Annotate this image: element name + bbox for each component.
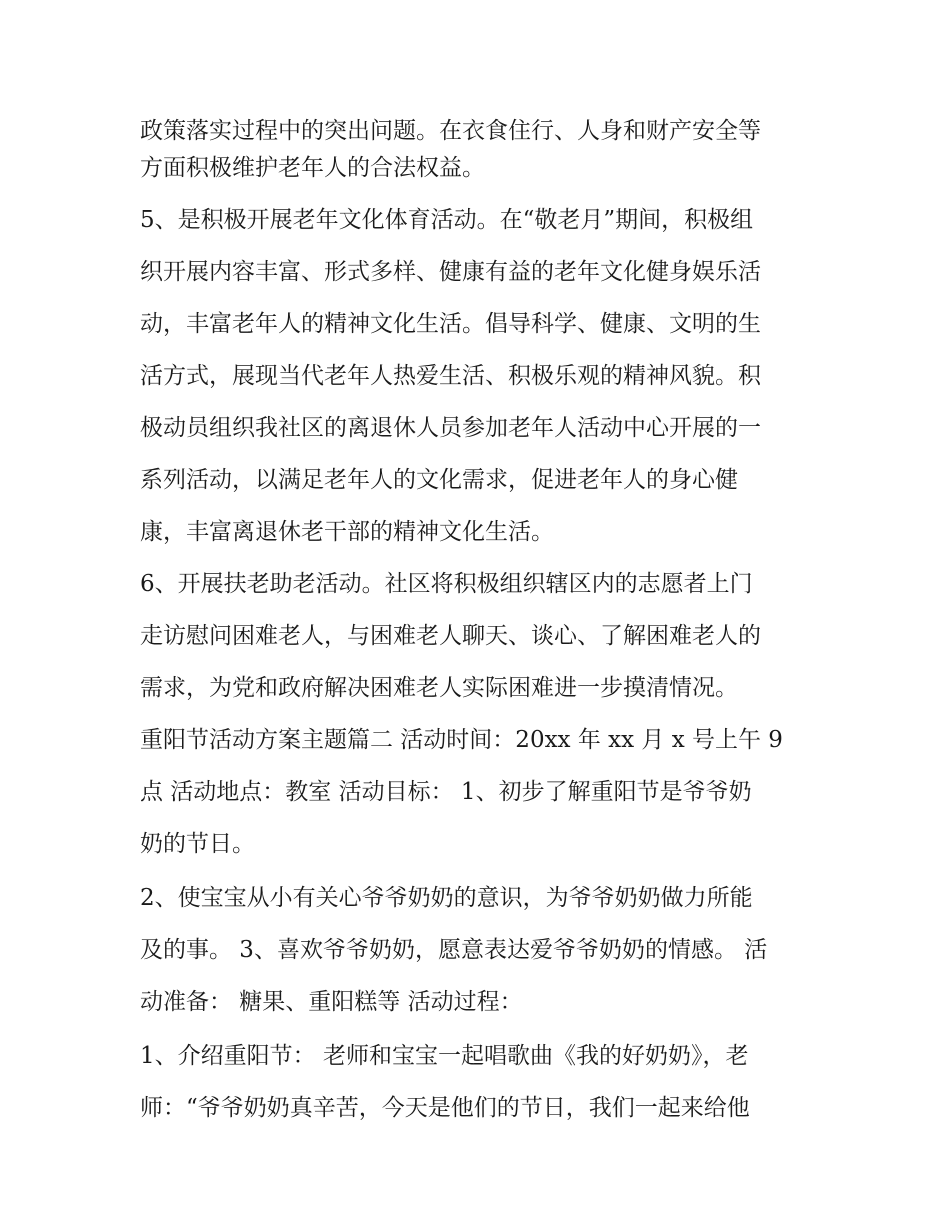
text-line-1: 政策落实过程中的突出问题。在衣食住行、人身和财产安全等 xyxy=(140,118,761,144)
text-line-10: 6、开展扶老助老活动。社区将积极组织辖区内的志愿者上门 xyxy=(140,571,753,597)
text-line-13: 重阳节活动方案主题篇二 活动时间：20xx 年 xx 月 x 号上午 9 xyxy=(140,727,783,753)
text-line-19: 1、介绍重阳节： 老师和宝宝一起唱歌曲《我的好奶奶》，老 xyxy=(140,1043,749,1069)
text-line-8: 系列活动，以满足老年人的文化需求，促进老年人的身心健 xyxy=(140,467,738,493)
text-line-14: 点 活动地点：教室 活动目标： 1、初步了解重阳节是爷爷奶 xyxy=(140,779,752,805)
text-line-3: 5、是积极开展老年文化体育活动。在“敬老月”期间，积极组 xyxy=(140,207,754,233)
text-line-20: 师：“爷爷奶奶真辛苦，今天是他们的节日，我们一起来给他 xyxy=(140,1095,750,1121)
text-line-2: 方面积极维护老年人的合法权益。 xyxy=(140,155,485,181)
text-line-6: 活方式，展现当代老年人热爱生活、积极乐观的精神风貌。积 xyxy=(140,363,761,389)
text-line-11: 走访慰问困难老人，与困难老人聊天、谈心、了解困难老人的 xyxy=(140,623,761,649)
text-line-9: 康，丰富离退休老干部的精神文化生活。 xyxy=(140,519,554,545)
document-text xyxy=(140,113,820,1127)
text-line-16: 2、使宝宝从小有关心爷爷奶奶的意识，为爷爷奶奶做力所能 xyxy=(140,885,753,911)
text-line-7: 极动员组织我社区的离退休人员参加老年人活动中心开展的一 xyxy=(140,415,761,441)
text-line-18: 动准备： 糖果、重阳糕等 活动过程： xyxy=(140,989,523,1015)
text-line-15: 奶的节日。 xyxy=(140,831,255,857)
text-line-12: 需求，为党和政府解决困难老人实际困难进一步摸清情况。 xyxy=(140,675,738,701)
text-line-5: 动，丰富老年人的精神文化生活。倡导科学、健康、文明的生 xyxy=(140,311,761,337)
text-line-17: 及的事。 3、喜欢爷爷奶奶，愿意表达爱爷爷奶奶的情感。 活 xyxy=(140,937,768,963)
text-line-4: 织开展内容丰富、形式多样、健康有益的老年文化健身娱乐活 xyxy=(140,259,761,285)
